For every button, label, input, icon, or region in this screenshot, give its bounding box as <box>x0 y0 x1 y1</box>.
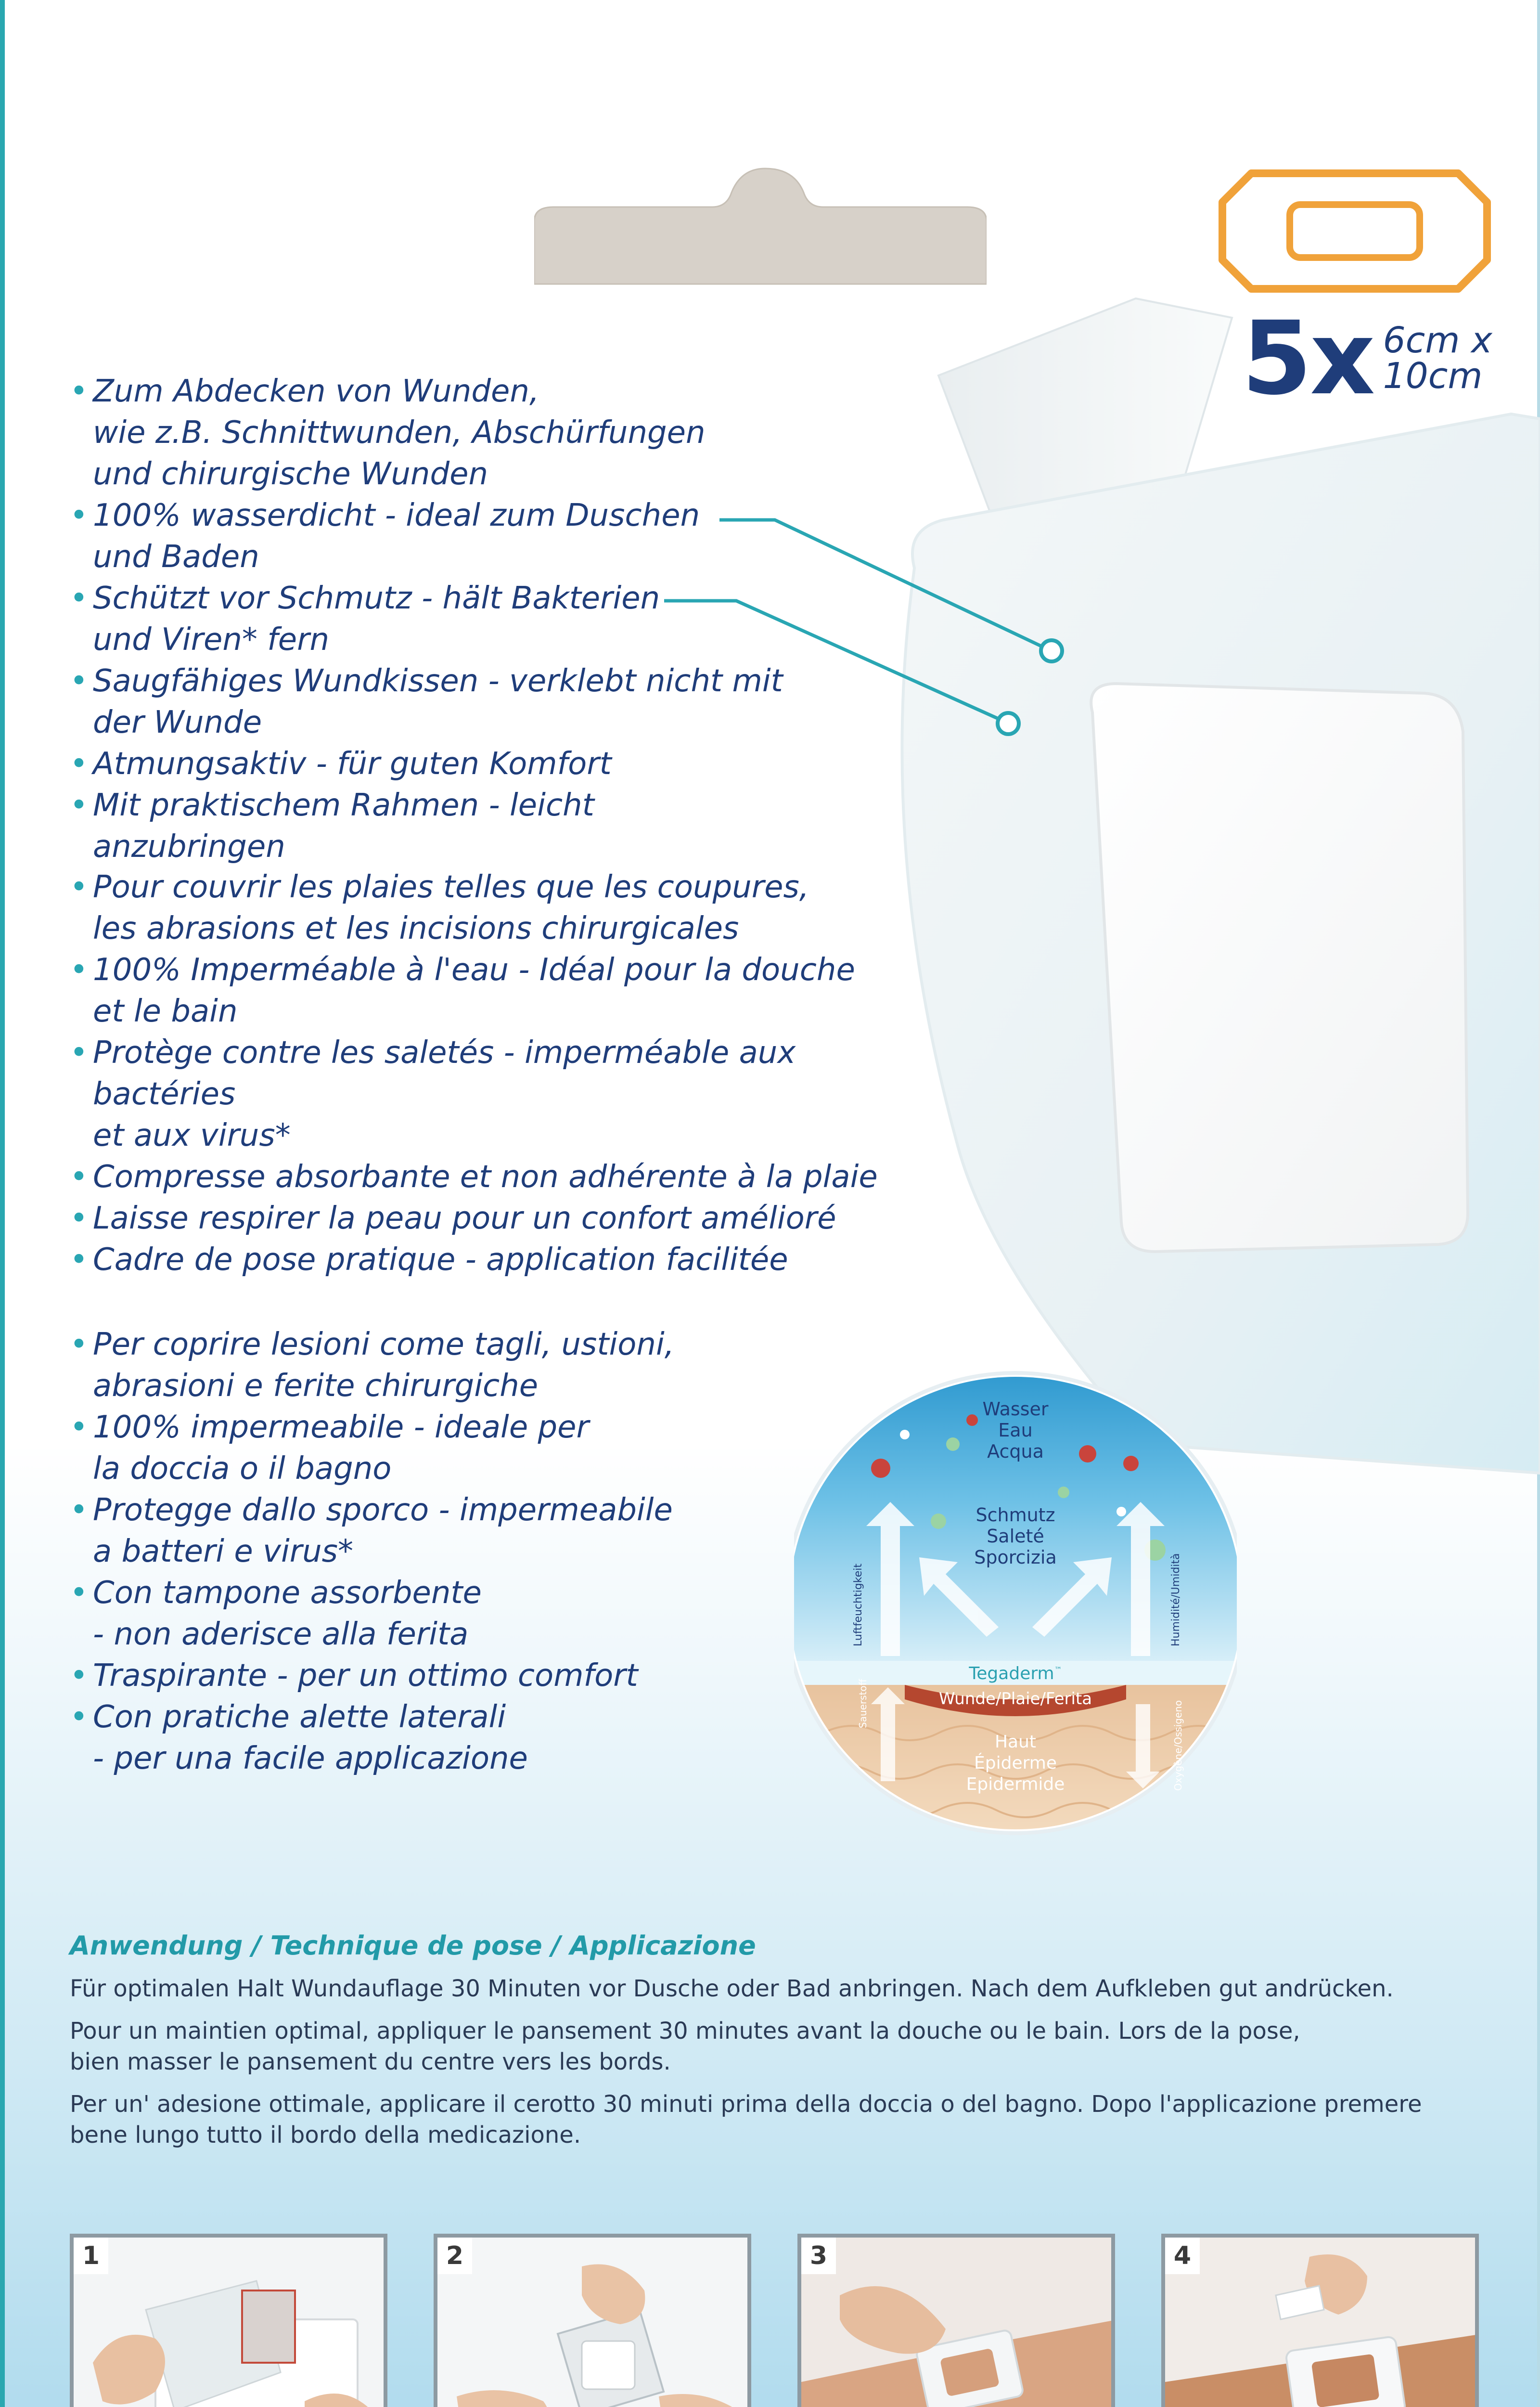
step-number: 1 <box>74 2238 108 2274</box>
feature-line: abrasioni e ferite chirurgiche <box>93 1368 539 1404</box>
features-italian <box>70 1324 768 1779</box>
feature-item <box>70 785 792 867</box>
oxygen-label-right: Oxygène/Ossigeno <box>1172 1700 1184 1791</box>
usage-section <box>70 1930 1465 2162</box>
skin-label-de: Haut <box>994 1732 1037 1752</box>
feature-line: Saugfähiges Wundkissen - verklebt nicht mit <box>93 663 783 699</box>
feature-item <box>70 1655 768 1696</box>
bullet-icon: • <box>70 1410 88 1445</box>
usage-text-fr: Pour un maintien optimal, appliquer le pansement 30 minutes avant la douche ou le bain. Lors de la pose, bien masser le pansement du centre vers les bords. <box>70 2018 1300 2075</box>
usage-title: Anwendung / Technique de pose / Applicazione <box>70 1930 756 1961</box>
feature-item <box>70 743 792 785</box>
usage-text-it: Per un' adesione ottimale, applicare il cerotto 30 minuti prima della doccia o del bagno. Dopo l'applicazione premere bene lungo tutto il bordo della medicazione. <box>70 2091 1422 2148</box>
step-4-photo <box>1161 2234 1479 2407</box>
feature-line: Schützt vor Schmutz - hält Bakterien <box>93 581 660 616</box>
feature-line: Traspirante - per un ottimo comfort <box>93 1658 638 1694</box>
feature-line: und Viren* fern <box>93 622 330 658</box>
bullet-icon: • <box>70 746 88 782</box>
bullet-icon: • <box>70 1035 88 1071</box>
skin-label-it: Epidermide <box>966 1774 1065 1794</box>
feature-line: und Baden <box>93 539 259 575</box>
feature-line: les abrasions et les incisions chirurgicales <box>93 911 739 946</box>
pack-quantity: 5x <box>1242 299 1373 417</box>
feature-item <box>70 1198 960 1239</box>
features-french <box>70 867 960 1281</box>
moisture-label-left: Luftfeuchtigkeit <box>852 1564 864 1646</box>
bullet-icon: • <box>70 374 88 409</box>
feature-item <box>70 1239 960 1281</box>
feature-line: Atmungsaktiv - für guten Komfort <box>93 746 612 782</box>
feature-line: et aux virus* <box>93 1118 291 1153</box>
feature-line: Zum Abdecken von Wunden, <box>93 374 539 409</box>
feature-item <box>70 660 792 743</box>
feature-item <box>70 1572 768 1655</box>
dirt-label-de: Schmutz <box>975 1504 1055 1526</box>
feature-line: 100% impermeabile - ideale per <box>93 1410 589 1445</box>
feature-item <box>70 371 792 495</box>
feature-line: et le bain <box>93 994 238 1029</box>
bullet-icon: • <box>70 1242 88 1278</box>
feature-line: la doccia o il bagno <box>93 1451 392 1487</box>
water-label-de: Wasser <box>982 1398 1049 1420</box>
step-number: 2 <box>437 2238 472 2274</box>
feature-line: Cadre de pose pratique - application facilitée <box>93 1242 788 1278</box>
bullet-icon: • <box>70 663 88 699</box>
feature-line: Protège contre les saletés - imperméable aux <box>93 1035 796 1071</box>
membrane-diagram <box>794 1367 1237 1839</box>
brand-label: Tegaderm™ <box>969 1664 1062 1683</box>
peel-liner-picture <box>74 2238 387 2407</box>
feature-line: Pour couvrir les plaies telles que les coupures, <box>93 869 809 905</box>
step-1-photo <box>70 2234 387 2407</box>
feature-line: - non aderisce alla ferita <box>93 1617 469 1652</box>
step-number: 3 <box>801 2238 836 2274</box>
feature-line: a batteri e virus* <box>93 1534 353 1569</box>
dirt-label-fr: Saleté <box>987 1526 1044 1547</box>
callout-dot-barrier <box>998 713 1019 734</box>
callout-dot-waterproof <box>1041 640 1062 661</box>
feature-line: Con pratiche alette laterali <box>93 1699 506 1735</box>
feature-line: Compresse absorbante et non adhérente à la plaie <box>93 1159 878 1195</box>
bullet-icon: • <box>70 1575 88 1611</box>
bullet-icon: • <box>70 1492 88 1528</box>
feature-line: Per coprire lesioni come tagli, ustioni, <box>93 1327 675 1362</box>
feature-item <box>70 495 792 578</box>
bullet-icon: • <box>70 952 88 988</box>
remove-frame-picture <box>1165 2238 1479 2407</box>
application-steps <box>70 2234 1480 2407</box>
feature-item <box>70 1407 768 1489</box>
bullet-icon: • <box>70 1658 88 1694</box>
bullet-icon: • <box>70 498 88 533</box>
feature-item <box>70 949 960 1032</box>
feature-line: 100% Imperméable à l'eau - Idéal pour la douche <box>93 952 855 988</box>
feature-line: 100% wasserdicht - ideal zum Duschen <box>93 498 700 533</box>
bullet-icon: • <box>70 1327 88 1362</box>
feature-line: und chirurgische Wunden <box>93 456 488 492</box>
press-dressing-picture <box>801 2238 1115 2407</box>
bullet-icon: • <box>70 788 88 823</box>
moisture-label-right: Humidité/Umidità <box>1170 1553 1182 1646</box>
bullet-icon: • <box>70 1699 88 1735</box>
feature-item <box>70 1324 768 1407</box>
bullet-icon: • <box>70 869 88 905</box>
feature-item <box>70 1156 960 1198</box>
bullet-icon: • <box>70 1201 88 1236</box>
feature-item <box>70 867 960 949</box>
feature-line: Con tampone assorbente <box>93 1575 482 1611</box>
feature-item <box>70 1696 768 1779</box>
apply-dressing-picture <box>437 2238 751 2407</box>
feature-line: der Wunde <box>93 705 262 740</box>
step-2-photo <box>434 2234 751 2407</box>
step-3-photo <box>797 2234 1115 2407</box>
oxygen-label-left: Sauerstoff <box>857 1679 869 1728</box>
pack-size: 6cm x 10cm <box>1383 320 1492 397</box>
feature-item <box>70 1032 960 1156</box>
step-number: 4 <box>1165 2238 1200 2274</box>
feature-line: Protegge dallo sporco - impermeabile <box>93 1492 673 1528</box>
skin-label-fr: Épiderme <box>974 1753 1057 1773</box>
feature-line: Mit praktischem Rahmen - leicht anzubringen <box>93 788 594 865</box>
feature-item <box>70 1489 768 1572</box>
dirt-label-it: Sporcizia <box>974 1547 1057 1568</box>
feature-line: wie z.B. Schnittwunden, Abschürfungen <box>93 415 706 451</box>
water-label-it: Acqua <box>987 1441 1044 1462</box>
feature-line: bactéries <box>93 1076 236 1112</box>
feature-line: Laisse respirer la peau pour un confort amélioré <box>93 1201 836 1236</box>
feature-item <box>70 578 792 660</box>
wound-label: Wunde/Plaie/Ferita <box>938 1689 1092 1708</box>
usage-text-de: Für optimalen Halt Wundauflage 30 Minuten vor Dusche oder Bad anbringen. Nach dem Aufkleben gut andrücken. <box>70 1975 1394 2002</box>
bullet-icon: • <box>70 581 88 616</box>
water-label-fr: Eau <box>998 1420 1033 1441</box>
feature-line: - per una facile applicazione <box>93 1741 528 1776</box>
features-german <box>70 371 792 867</box>
bullet-icon: • <box>70 1159 88 1195</box>
